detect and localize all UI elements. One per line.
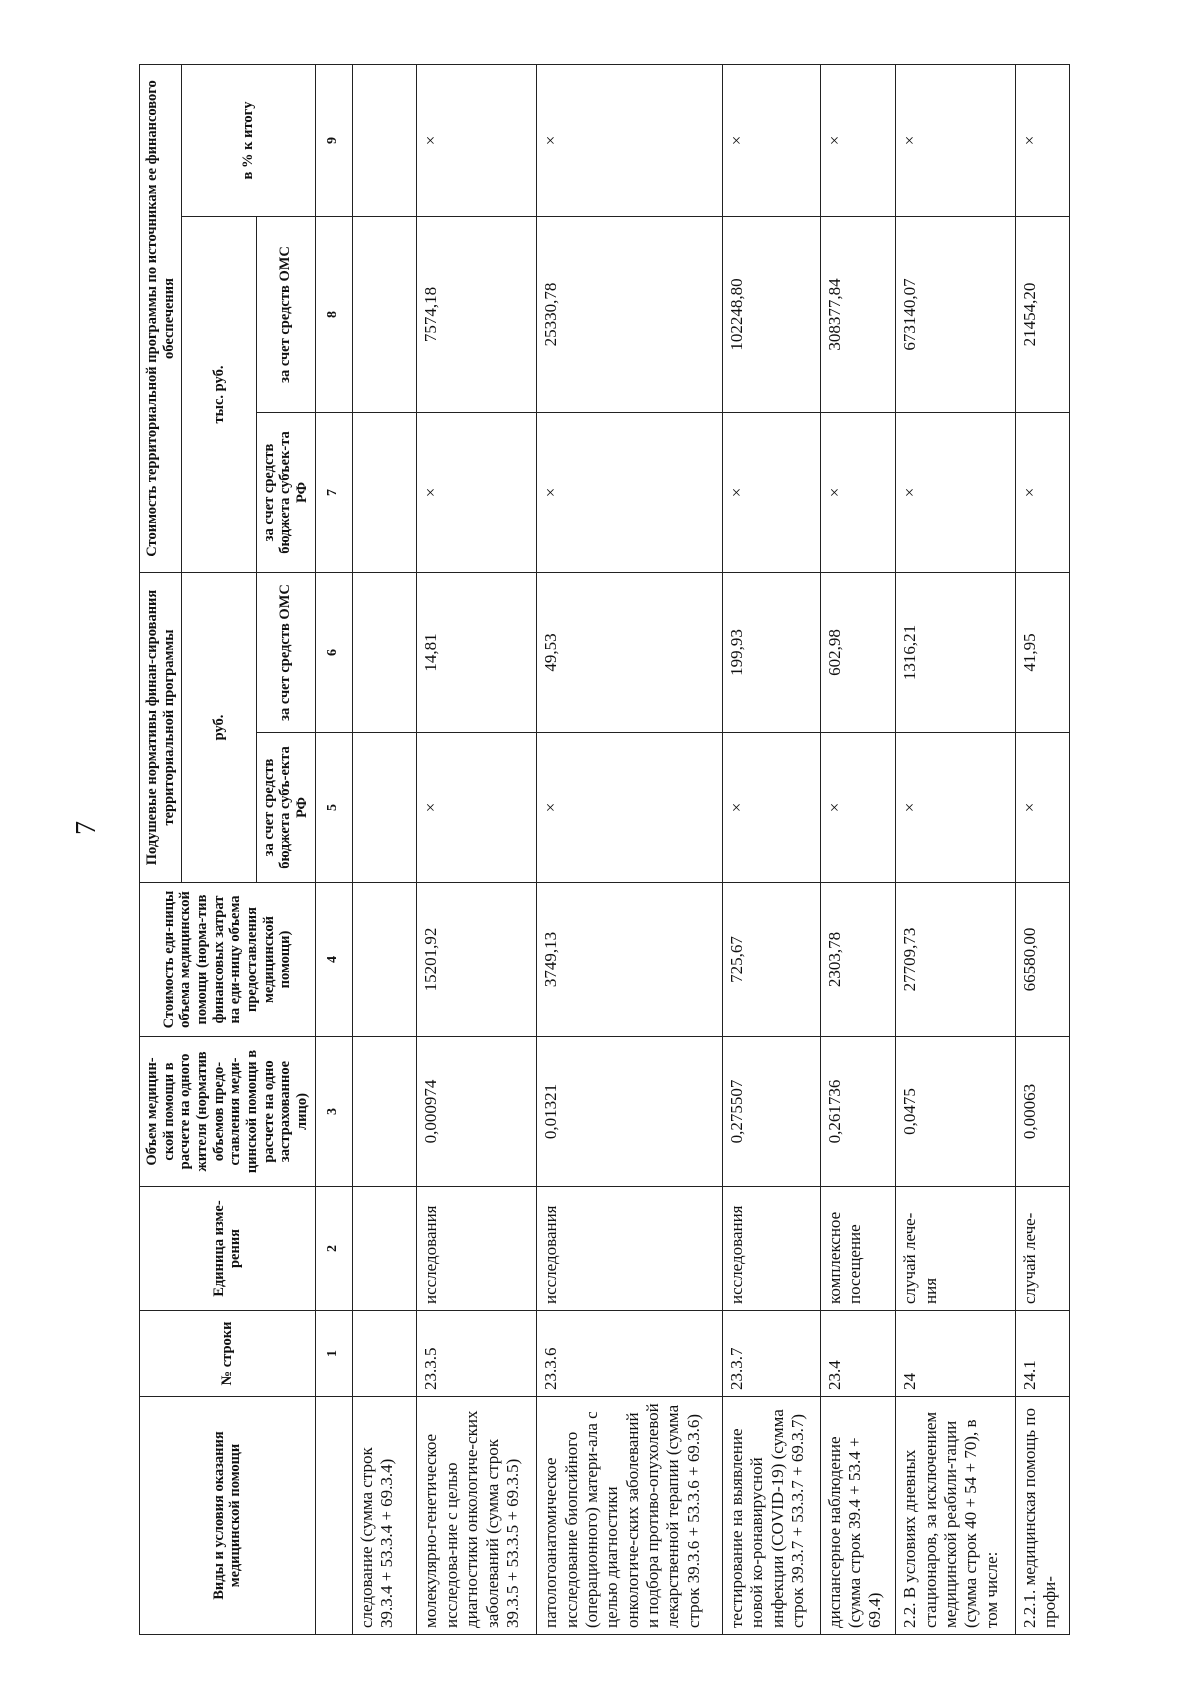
cell-cost-oms: [352, 216, 417, 412]
cell-unit-cost: 27709,73: [896, 883, 1016, 1037]
header-unit-cost: Стоимость еди-ницы объема медицинской помощи (норма-тив финансовых затрат на еди-ницу объема предоставления медицинской помощи): [140, 883, 316, 1037]
header-thous-rub: тыс. руб.: [182, 216, 256, 572]
col-number: 2: [315, 1187, 352, 1311]
cell-unit: исследования: [417, 1187, 537, 1311]
cell-cost-oms: 25330,78: [537, 216, 723, 412]
header-percent-total: в % к итогу: [182, 64, 315, 216]
cell-norm-budget: ×: [722, 733, 820, 883]
cell-cost-oms: 7574,18: [417, 216, 537, 412]
header-volume: Объем медицин-ской помощи в расчете на одного жителя (норматив объемов предо-ставления меди-цинской помощи в расчете на одно застрахованное лицо): [140, 1037, 316, 1187]
table-row: [896, 64, 1016, 1634]
cell-cost-budget: ×: [722, 412, 820, 572]
cell-kind: 2.2.1. медицинская помощь по профи-: [1015, 1397, 1069, 1635]
cell-volume: 0,275507: [722, 1037, 820, 1187]
cell-kind: молекулярно-генетическое исследова-ние с целью диагностики онкологиче-ских заболеваний (сумма строк 39.3.5 + 53.3.5 + 69.3.5): [417, 1397, 537, 1635]
cell-norm-oms: 199,93: [722, 572, 820, 732]
cell-cost-oms: 21454,20: [1015, 216, 1069, 412]
cell-percent: ×: [896, 64, 1016, 216]
cell-unit: исследования: [537, 1187, 723, 1311]
cell-kind: патологоанатомическое исследование биопсийного (операционного) матери-ала с целью диагностики онкологиче-ских заболеваний и подбора противо-опухолевой лекарственной терапии (сумма строк 39.3.6 + 53.3.6 + 69.3.6): [537, 1397, 723, 1635]
cell-cost-oms: 308377,84: [820, 216, 896, 412]
cell-cost-budget: [352, 412, 417, 572]
cell-unit: [352, 1187, 417, 1311]
header-per-capita-norms: Подушевые нормативы финан-сирования территориальной программы: [140, 572, 182, 882]
header-unit: Единица изме-рения: [140, 1187, 316, 1311]
cell-kind: следование (сумма строк 39.3.4 + 53.3.4 + 69.3.4): [352, 1397, 417, 1635]
cell-percent: ×: [417, 64, 537, 216]
cell-row-number: [352, 1311, 417, 1397]
cell-row-number: 23.3.5: [417, 1311, 537, 1397]
col-number: [315, 1397, 352, 1635]
cell-row-number: 23.3.6: [537, 1311, 723, 1397]
cell-norm-budget: ×: [896, 733, 1016, 883]
cell-unit: комплексное посещение: [820, 1187, 896, 1311]
header-kind: Виды и условия оказания медицинской помощи: [140, 1397, 316, 1635]
cell-volume: [352, 1037, 417, 1187]
cell-norm-oms: 41,95: [1015, 572, 1069, 732]
cell-cost-oms: 102248,80: [722, 216, 820, 412]
cell-unit-cost: [352, 883, 417, 1037]
header-rub: руб.: [182, 572, 256, 882]
header-oms: за счет средств ОМС: [256, 572, 315, 732]
cell-norm-oms: 1316,21: [896, 572, 1016, 732]
col-number: 9: [315, 64, 352, 216]
header-row-number: № строки: [140, 1311, 316, 1397]
cell-volume: 0,0475: [896, 1037, 1016, 1187]
budget-table: [139, 64, 1070, 1635]
col-number: 8: [315, 216, 352, 412]
cell-kind: диспансерное наблюдение (сумма строк 39.4 + 53.4 + 69.4): [820, 1397, 896, 1635]
header-oms-2: за счет средств ОМС: [256, 216, 315, 412]
cell-cost-budget: ×: [1015, 412, 1069, 572]
cell-row-number: 23.4: [820, 1311, 896, 1397]
budget-table-sheet: [139, 65, 1060, 1635]
cell-norm-oms: [352, 572, 417, 732]
page-number: 7: [71, 821, 102, 835]
col-number: 3: [315, 1037, 352, 1187]
table-row: [722, 64, 820, 1634]
cell-cost-oms: 673140,07: [896, 216, 1016, 412]
cell-norm-budget: ×: [1015, 733, 1069, 883]
cell-row-number: 23.3.7: [722, 1311, 820, 1397]
cell-unit: исследования: [722, 1187, 820, 1311]
cell-cost-budget: ×: [896, 412, 1016, 572]
table-row: [417, 64, 537, 1634]
cell-norm-budget: [352, 733, 417, 883]
cell-norm-budget: ×: [537, 733, 723, 883]
cell-unit: случай лече-: [1015, 1187, 1069, 1311]
table-row: [1015, 64, 1069, 1634]
cell-unit-cost: 15201,92: [417, 883, 537, 1037]
cell-unit-cost: 3749,13: [537, 883, 723, 1037]
col-number: 1: [315, 1311, 352, 1397]
cell-percent: [352, 64, 417, 216]
cell-percent: ×: [820, 64, 896, 216]
cell-volume: 0,00063: [1015, 1037, 1069, 1187]
table-row: [820, 64, 896, 1634]
header-budget-rf-2: за счет средств бюджета субъек-та РФ: [256, 412, 315, 572]
cell-norm-budget: ×: [820, 733, 896, 883]
cell-cost-budget: ×: [820, 412, 896, 572]
cell-cost-budget: ×: [537, 412, 723, 572]
header-program-cost: Стоимость территориальной программы по источникам ее финансового обеспечения: [140, 64, 182, 572]
cell-percent: ×: [1015, 64, 1069, 216]
cell-kind: 2.2. В условиях дневных стационаров, за исключением медицинской реабили-тации (сумма строк 40 + 54 + 70), в том числе:: [896, 1397, 1016, 1635]
cell-norm-oms: 602,98: [820, 572, 896, 732]
cell-unit: случай лече-ния: [896, 1187, 1016, 1311]
cell-cost-budget: ×: [417, 412, 537, 572]
cell-norm-oms: 49,53: [537, 572, 723, 732]
cell-kind: тестирование на выявление новой ко-ронавирусной инфекции (COVID-19) (сумма строк 39.3.7 + 53.3.7 + 69.3.7): [722, 1397, 820, 1635]
cell-norm-oms: 14,81: [417, 572, 537, 732]
table-row: [352, 64, 417, 1634]
col-number: 4: [315, 883, 352, 1037]
header-budget-rf: за счет средств бюджета субъ-екта РФ: [256, 733, 315, 883]
col-number: 7: [315, 412, 352, 572]
cell-norm-budget: ×: [417, 733, 537, 883]
cell-percent: ×: [722, 64, 820, 216]
column-number-row: [315, 64, 352, 1634]
col-number: 6: [315, 572, 352, 732]
cell-unit-cost: 725,67: [722, 883, 820, 1037]
cell-volume: 0,261736: [820, 1037, 896, 1187]
table-row: [537, 64, 723, 1634]
cell-row-number: 24: [896, 1311, 1016, 1397]
cell-volume: 0,01321: [537, 1037, 723, 1187]
col-number: 5: [315, 733, 352, 883]
cell-unit-cost: 66580,00: [1015, 883, 1069, 1037]
cell-volume: 0,000974: [417, 1037, 537, 1187]
cell-row-number: 24.1: [1015, 1311, 1069, 1397]
cell-percent: ×: [537, 64, 723, 216]
cell-unit-cost: 2303,78: [820, 883, 896, 1037]
